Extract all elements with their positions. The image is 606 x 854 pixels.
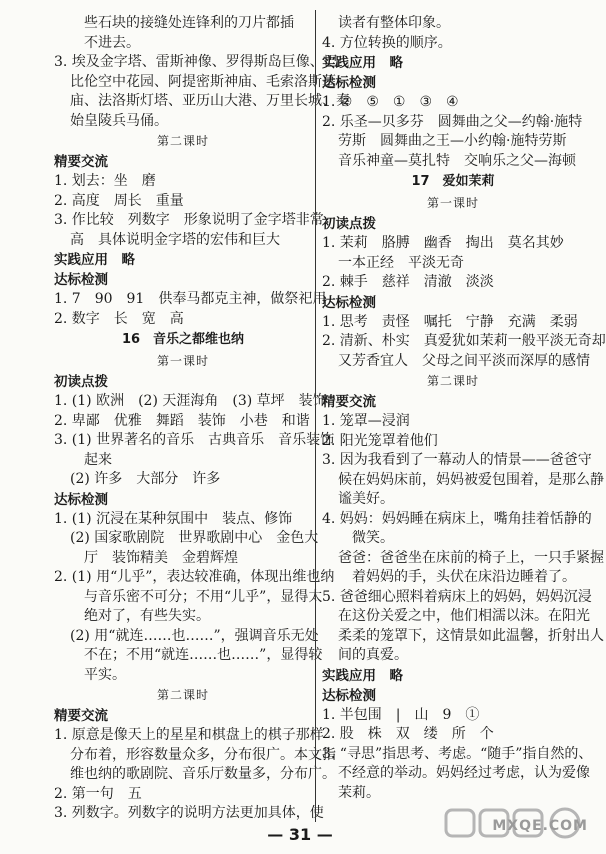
- section-heading: 初读点拨: [322, 216, 376, 232]
- answer-line: 维也纳的歌剧院、音乐厅数量多，分布广。: [70, 766, 336, 782]
- answer-line: 2. (1) 用“儿乎”，表达较准确，体现出维也纳: [54, 569, 335, 585]
- left-column: [54, 14, 350, 824]
- page-number: — 31 —: [267, 825, 333, 844]
- answer-line: 1. 笼罩—浸润: [322, 413, 410, 429]
- answer-line: 1. (1) 欧洲 (2) 天涯海角 (3) 草坪 装饰: [54, 393, 327, 409]
- answer-line: 茉莉。: [338, 784, 380, 801]
- answer-line: 1. 思考 责怪 嘱托 宁静 充满 柔弱: [322, 313, 578, 330]
- answer-line: 1. 7 90 91 供奉马都克主神，做祭祀用: [54, 291, 327, 307]
- answer-line: 着妈妈的手，头伏在床沿边睡着了。: [352, 569, 576, 585]
- section-heading: 实践应用 略: [54, 252, 135, 268]
- answer-line: 绝对了，有些失实。: [84, 608, 210, 624]
- section-heading: 精要交流: [322, 394, 376, 410]
- section-heading: 实践应用 略: [322, 55, 403, 71]
- answer-line: 不在；不用“就连……也……”，显得较: [84, 647, 323, 663]
- answer-line: 不进去。: [84, 34, 140, 51]
- answer-line: 分布着，形容数量众多，分布很广。本文指: [70, 746, 336, 763]
- right-column: [322, 14, 606, 803]
- answer-line: 1. 划去：坐 磨: [54, 173, 156, 189]
- answer-line: 厅 装饰精美 金碧辉煌: [84, 549, 238, 566]
- lesson-title: 17 爱如茉莉: [411, 174, 495, 189]
- answer-line: 2. 数字 长 宽 高: [54, 310, 184, 327]
- answer-line: 2. 卑鄙 优雅 舞蹈 装饰 小巷 和谐: [54, 412, 310, 429]
- answer-line: 一本正经 平淡无奇: [338, 254, 464, 271]
- answer-line: 又芳香宜人 父母之间平淡而深厚的感情: [338, 352, 590, 369]
- answer-line: 与音乐密不可分；不用“儿乎”，显得太: [84, 588, 323, 605]
- lesson-title: 16 音乐之都维也纳: [121, 332, 245, 347]
- answer-line: 间的真爱。: [338, 647, 408, 663]
- answer-line: 候在妈妈床前，妈妈被爱包围着，是那么静: [338, 471, 604, 488]
- answer-line: 3. 因为我看到了一幕动人的情景——爸爸守: [322, 452, 592, 468]
- answer-line: 1. 半包围 | 山 9 ①: [322, 706, 480, 723]
- answer-line: 3. “寻思”指思考、考虑。“随手”指自然的、: [322, 745, 593, 762]
- answer-line: 始皇陵兵马俑。: [70, 112, 168, 129]
- answer-line: 爸爸：爸爸坐在床前的椅子上，一只手紧握: [338, 549, 604, 566]
- answer-line: 柔柔的笼罩下，这情景如此温馨，折射出人: [338, 627, 604, 644]
- section-heading: 达标检测: [322, 294, 376, 311]
- answer-line: 谧美好。: [338, 491, 394, 507]
- answer-line: 1. 原意是像天上的星星和棋盘上的棋子那样: [54, 727, 324, 743]
- watermark-text: MXQE.COM: [492, 818, 588, 834]
- answer-line: 1. (1) 沉浸在某种氛围中 装点、修饰: [54, 510, 293, 527]
- answer-line: 3. 列数字。列数字的说明方法更加具体，使: [54, 805, 324, 821]
- answer-line: 3. 埃及金字塔、雷斯神像、罗得斯岛巨像、巴: [54, 54, 338, 70]
- lesson-period: 第二课时: [156, 688, 209, 702]
- answer-line: 1. 茉莉 胳膊 幽香 掏出 莫名其妙: [322, 235, 564, 251]
- lesson-period: 第一课时: [156, 354, 209, 368]
- section-heading: 达标检测: [322, 687, 376, 704]
- answer-line: 音乐神童—莫扎特 交响乐之父—海顿: [338, 152, 576, 169]
- answer-line: (2) 用“就连……也……”，强调音乐无处: [70, 627, 319, 644]
- section-heading: 精要交流: [54, 708, 108, 724]
- section-heading: 实践应用 略: [322, 667, 403, 684]
- answer-line: 4. 方位转换的顺序。: [322, 34, 452, 51]
- answer-line: 2. 清新、朴实 真爱犹如茉莉一般平淡无奇却: [322, 333, 606, 349]
- answer-line: 2. 棘手 慈祥 清澈 淡淡: [322, 274, 494, 290]
- answer-line: 4. 妈妈：妈妈睡在病床上，嘴角挂着恬静的: [322, 510, 592, 527]
- answer-line: 读者有整体印象。: [338, 15, 450, 31]
- lesson-period: 第二课时: [426, 374, 479, 388]
- answer-line: 庙、法洛斯灯塔、亚历山大港、万里长城、秦: [70, 93, 350, 109]
- answer-line: 5. 爸爸细心照料着病床上的妈妈，妈妈沉浸: [322, 588, 592, 605]
- answer-line: 3. (1) 世界著名的音乐 古典音乐 音乐装饰: [54, 432, 335, 448]
- answer-line: 比伦空中花园、阿提密斯神庙、毛索洛斯墓: [70, 73, 336, 90]
- answer-line: 2. 第一句 五: [54, 785, 142, 802]
- answer-line: 些石块的接缝处连锋利的刀片都插: [84, 15, 294, 31]
- section-heading: 达标检测: [54, 491, 108, 508]
- answer-line: 1. ② ⑤ ① ③ ④: [322, 94, 459, 110]
- answer-line: (2) 许多 大部分 许多: [70, 471, 221, 487]
- section-heading: 达标检测: [322, 75, 376, 91]
- answer-line: 劳斯 圆舞曲之王—小约翰·施特劳斯: [338, 133, 567, 149]
- column-divider: [315, 10, 316, 822]
- answer-line: 2. 乐圣—贝多芬 圆舞曲之父—约翰·施特: [322, 113, 583, 130]
- lesson-period: 第一课时: [426, 196, 479, 210]
- answer-line: 2. 高度 周长 重量: [54, 192, 184, 209]
- answer-line: 微笑。: [352, 530, 394, 546]
- answer-line: 2. 阳光笼罩着他们: [322, 432, 438, 449]
- answer-line: 平实。: [84, 666, 126, 683]
- answer-line: 高 具体说明金字塔的宏伟和巨大: [70, 231, 280, 248]
- section-heading: 达标检测: [54, 272, 108, 288]
- answer-line: 起来: [84, 451, 112, 468]
- answer-line: (2) 国家歌剧院 世界歌剧中心 金色大: [70, 530, 319, 546]
- section-heading: 初读点拨: [54, 374, 108, 390]
- section-heading: 精要交流: [54, 154, 108, 170]
- answer-line: 在这份关爱之中，他们相濡以沫。在阳光: [338, 608, 590, 624]
- answer-line: 2. 股 株 双 缕 所 个: [322, 726, 494, 742]
- answer-line: 不经意的举动。妈妈经过考虑，认为爱像: [338, 765, 590, 781]
- lesson-period: 第二课时: [156, 134, 209, 148]
- answer-line: 3. 作比较 列数字 形象说明了金字塔非常: [54, 212, 324, 228]
